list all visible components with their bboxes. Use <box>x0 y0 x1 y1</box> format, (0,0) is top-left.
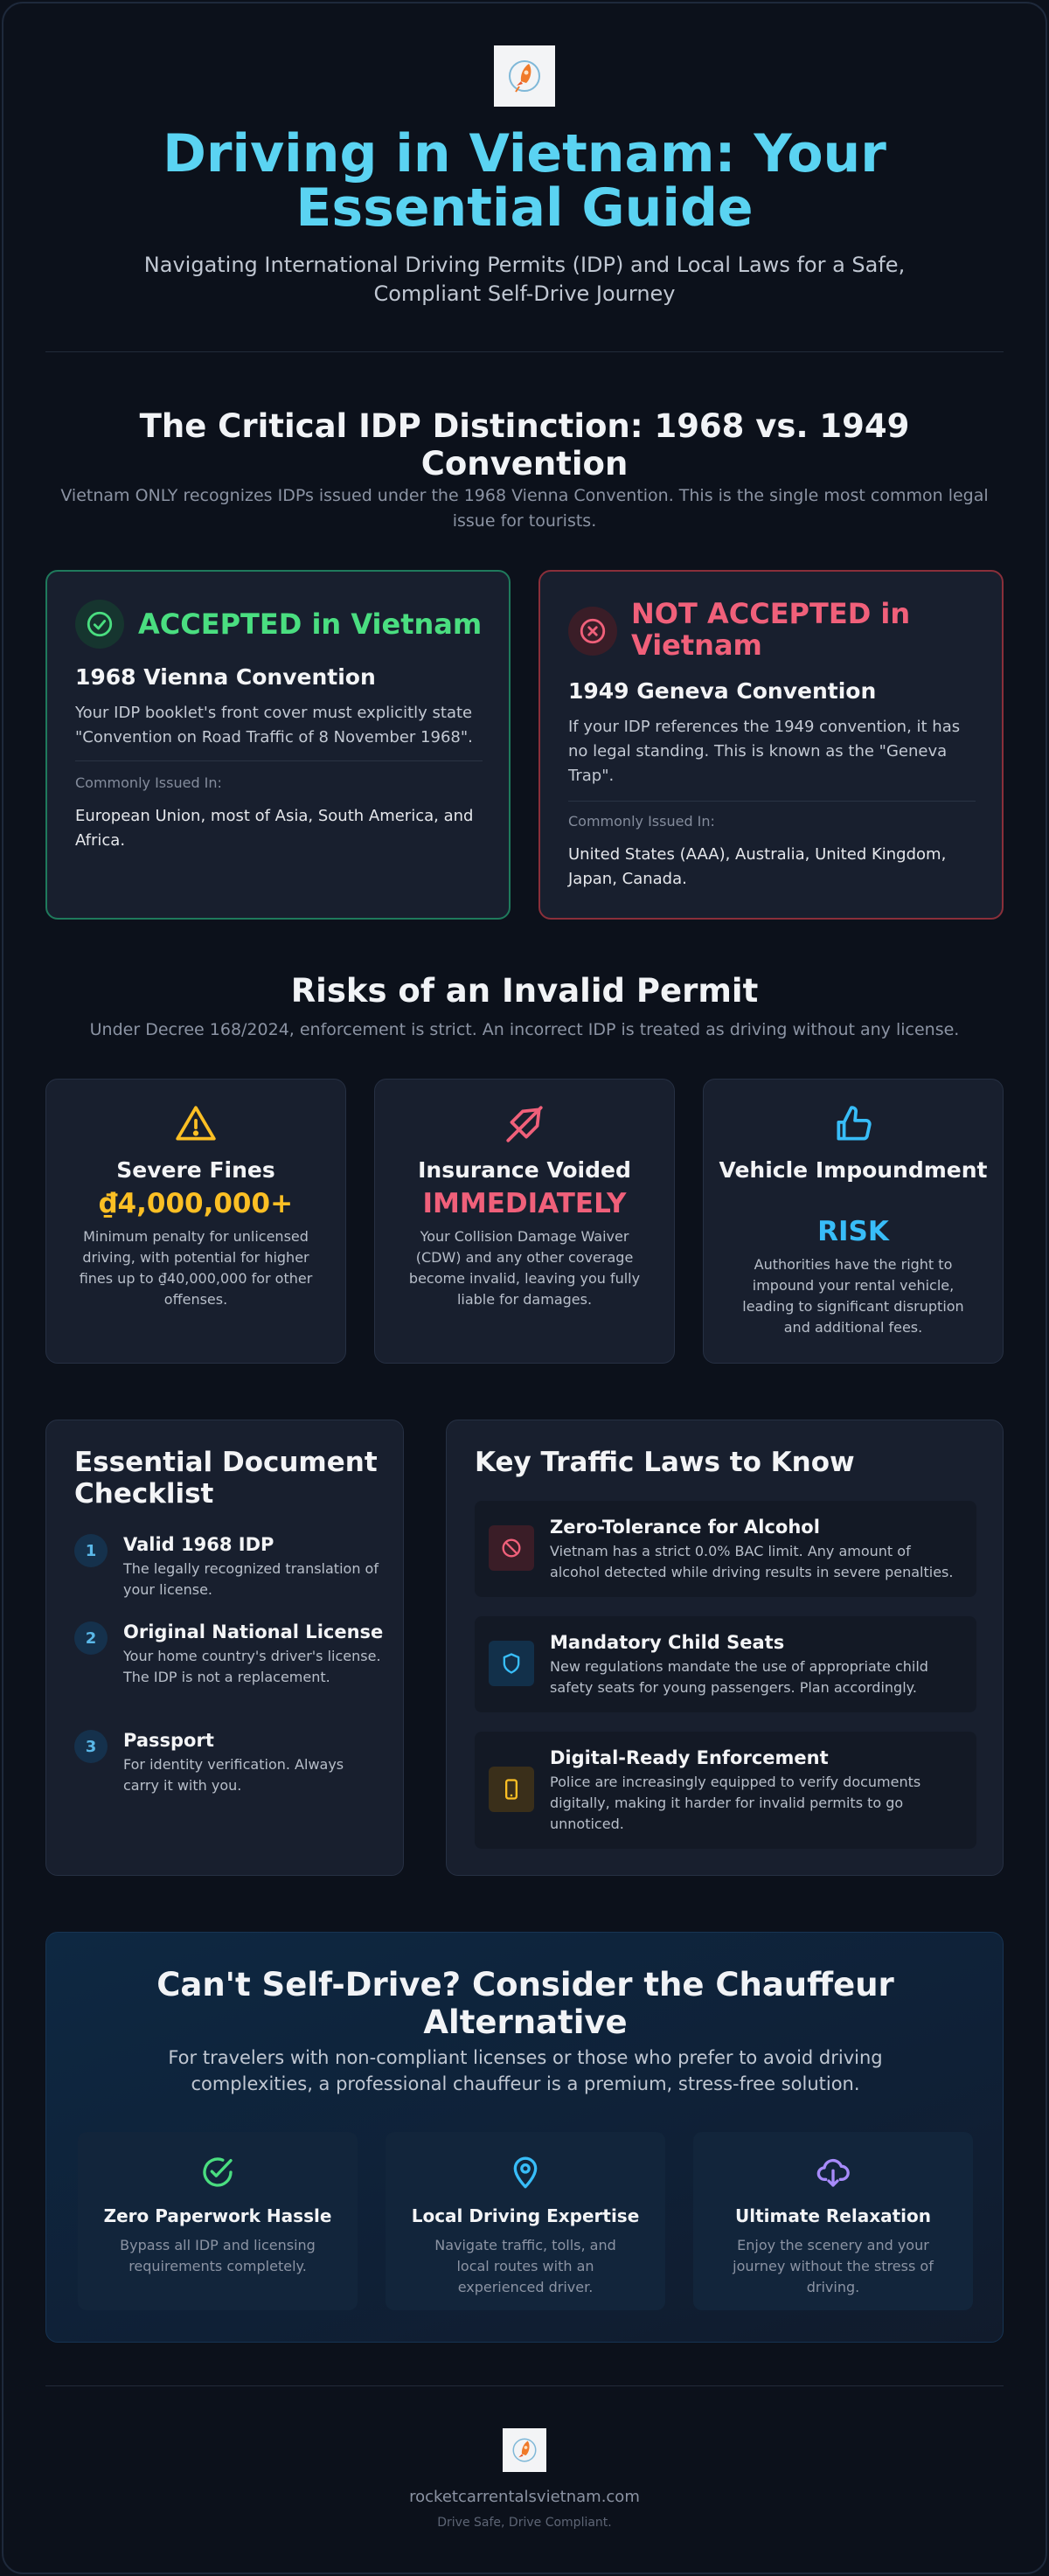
checklist-item-description: Your home country's driver's license. The IDP is not a replacement. <box>123 1648 381 1685</box>
thumbs-up-icon <box>704 1102 1003 1146</box>
risk-description: Authorities have the right to impound your rental vehicle, leading to significant disruption and additional fees. <box>742 1256 964 1336</box>
accepted-issued-value: European Union, most of Asia, South America, and Africa. <box>75 807 474 850</box>
accepted-heading: ACCEPTED in Vietnam <box>138 608 483 641</box>
map-pin-icon <box>386 2155 665 2190</box>
risk-description: Minimum penalty for unlicensed driving, with potential for higher fines up to ₫40,000,000 for other offenses. <box>79 1228 313 1308</box>
divider <box>568 801 976 802</box>
checklist-item-description: The legally recognized translation of your license. <box>123 1560 379 1598</box>
accepted-convention-card <box>45 570 511 920</box>
risk-card-insurance <box>374 1079 675 1364</box>
child-seat-shield-icon <box>489 1641 534 1686</box>
divider <box>45 2385 1004 2386</box>
law-description: New regulations mandate the use of appropriate child safety seats for young passengers. Plan accordingly. <box>550 1658 928 1696</box>
cloud-download-icon <box>693 2155 973 2190</box>
brand-logo[interactable] <box>494 45 555 107</box>
checklist-item-title: Valid 1968 IDP <box>123 1534 274 1555</box>
rejected-description: If your IDP references the 1949 convention, it has no legal standing. This is known as the "Geneva Trap". <box>568 718 961 785</box>
risk-description: Your Collision Damage Waiver (CDW) and any other coverage become invalid, leaving you fully liable for damages. <box>408 1228 641 1308</box>
traffic-law-item <box>475 1732 976 1849</box>
benefit-card <box>78 2132 358 2310</box>
law-description: Police are increasingly equipped to verify documents digitally, making it harder for invalid permits to go unnoticed. <box>550 1774 921 1832</box>
step-number: 1 <box>74 1534 108 1567</box>
step-number: 3 <box>74 1730 108 1763</box>
law-title: Zero-Tolerance for Alcohol <box>550 1517 820 1538</box>
divider <box>45 351 1004 352</box>
x-circle-icon <box>568 607 617 656</box>
benefit-title: Zero Paperwork Hassle <box>103 2205 332 2226</box>
risk-value: RISK <box>817 1216 889 1247</box>
page-subtitle: Navigating International Driving Permits (IDP) and Local Laws for a Safe, Compliant Self-Drive Journey <box>143 253 906 306</box>
risk-value: ₫4,000,000+ <box>98 1188 294 1219</box>
traffic-law-item <box>475 1616 976 1712</box>
risk-card-fines <box>45 1079 346 1364</box>
law-description: Vietnam has a strict 0.0% BAC limit. Any amount of alcohol detected while driving results in severe penalties. <box>550 1543 954 1580</box>
benefit-card <box>386 2132 665 2310</box>
risk-card-impoundment <box>703 1079 1004 1364</box>
rejected-convention-card <box>538 570 1004 920</box>
rejected-convention-name: 1949 Geneva Convention <box>568 678 877 704</box>
law-title: Mandatory Child Seats <box>550 1632 785 1653</box>
idp-section-title: The Critical IDP Distinction: 1968 vs. 1949 Convention <box>139 407 910 483</box>
page-title: Driving in Vietnam: Your Essential Guide <box>163 123 886 239</box>
risk-title: Severe Fines <box>116 1157 275 1183</box>
check-circle-icon <box>78 2155 358 2190</box>
idp-section-subtitle: Vietnam ONLY recognizes IDPs issued under the 1968 Vienna Convention. This is the single most common legal issue for tourists. <box>60 486 989 531</box>
benefit-description: Bypass all IDP and licensing requirements completely. <box>120 2237 316 2274</box>
risk-title: Vehicle Impoundment <box>719 1157 988 1183</box>
warning-icon <box>46 1102 345 1146</box>
shield-off-icon <box>375 1102 674 1146</box>
footer-tagline: Drive Safe, Drive Compliant. <box>437 2516 612 2530</box>
risk-value: IMMEDIATELY <box>422 1188 627 1219</box>
smartphone-icon <box>489 1767 534 1812</box>
risks-section-subtitle: Under Decree 168/2024, enforcement is strict. An incorrect IDP is treated as driving without any license. <box>89 1020 960 1039</box>
traffic-laws-panel <box>446 1420 1004 1876</box>
rejected-issued-value: United States (AAA), Australia, United Kingdom, Japan, Canada. <box>568 845 947 888</box>
law-title: Digital-Ready Enforcement <box>550 1747 829 1768</box>
check-circle-icon <box>75 600 124 649</box>
divider <box>75 760 483 761</box>
chauffeur-title: Can't Self-Drive? Consider the Chauffeur Alternative <box>156 1966 894 2041</box>
rocket-logo-icon <box>504 55 545 97</box>
document-checklist-panel <box>45 1420 404 1876</box>
checklist-title: Essential Document Checklist <box>74 1447 378 1510</box>
no-alcohol-icon <box>489 1525 534 1571</box>
rocket-logo-icon <box>509 2434 540 2466</box>
footer-logo[interactable] <box>503 2428 546 2472</box>
checklist-item-description: For identity verification. Always carry it with you. <box>123 1756 344 1794</box>
rejected-issued-label: Commonly Issued In: <box>568 813 715 830</box>
risks-section-title: Risks of an Invalid Permit <box>290 972 759 1010</box>
chauffeur-alternative-section <box>45 1932 1004 2343</box>
checklist-item-title: Passport <box>123 1730 214 1751</box>
footer-website-link[interactable]: rocketcarrentalsvietnam.com <box>409 2488 640 2506</box>
benefit-title: Ultimate Relaxation <box>734 2205 932 2226</box>
traffic-law-item <box>475 1501 976 1597</box>
benefit-description: Navigate traffic, tolls, and local routes with an experienced driver. <box>434 2237 616 2295</box>
chauffeur-subtitle: For travelers with non-compliant licenses or those who prefer to avoid driving complexities, a professional chauffeur is a premium, stress-free solution. <box>168 2047 883 2094</box>
checklist-item-title: Original National License <box>123 1621 384 1642</box>
accepted-convention-name: 1968 Vienna Convention <box>75 664 376 690</box>
benefit-description: Enjoy the scenery and your journey without the stress of driving. <box>733 2237 934 2295</box>
traffic-laws-title: Key Traffic Laws to Know <box>475 1447 855 1478</box>
accepted-issued-label: Commonly Issued In: <box>75 774 222 791</box>
benefit-card <box>693 2132 973 2310</box>
risk-title: Insurance Voided <box>418 1157 631 1183</box>
step-number: 2 <box>74 1621 108 1655</box>
rejected-heading: NOT ACCEPTED in Vietnam <box>631 597 911 662</box>
accepted-description: Your IDP booklet's front cover must explicitly state "Convention on Road Traffic of 8 November 1968". <box>75 704 473 746</box>
benefit-title: Local Driving Expertise <box>411 2205 640 2226</box>
